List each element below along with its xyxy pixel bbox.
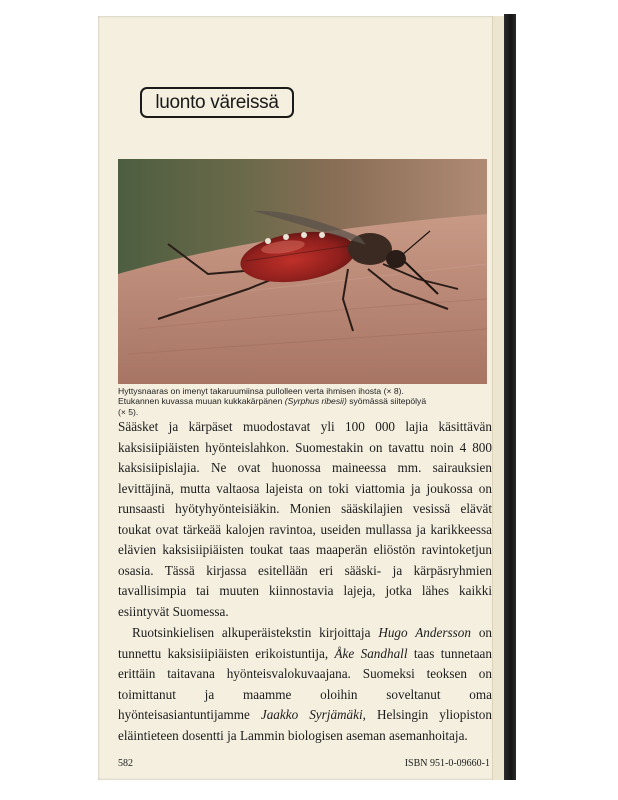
isbn: ISBN 951-0-09660-1 — [404, 758, 490, 769]
caption-text: Etukannen kuvassa muuan kukkakärpänen — [118, 396, 285, 407]
blurb-text — [118, 417, 492, 746]
editor-name: Jaakko Syrjämäki — [260, 707, 363, 722]
photographer-name: Åke Sandhall — [334, 645, 408, 661]
book-spine — [504, 14, 516, 780]
caption-line-2 — [118, 396, 490, 406]
caption-line-1: Hyttysnaaras on imenyt takaruumiinsa pullolleen verta ihmisen ihosta (× 8). — [118, 386, 404, 396]
blurb-paragraph-1: Sääsket ja kärpäset muodostavat yli 100 000 lajia käsittävän kaksisiipiäisten hyönteislahkon. Suomestakin on tavattu noin 4 800 kaksisiipislajia. Ne ovat huonossa maineessa mm. sairauksien levittäjinä, mutta valtaosa lajeista on toki viattomia ja joukossa on runsaasti hyötyhyönteisiäkin. Monien sääskilajien vesissä elävät toukat ovat tärkeää kalojen ravintoa, useiden mullassa ja karikkeessa elävien kaksisiipiäisten toukat taas maaperän eliöstön ravintoketjun osasia. Tässä kirjassa esitellään eri sääski- ja kärpäsryhmien tavallisimpia tai muuten kiinnostavia lajeja, jotka lähes kaikki esiintyvät Suomessa. — [118, 419, 492, 619]
paragraph-text: , Helsingin yliopiston eläintieteen dosentti ja Lammin biologisen aseman asemanhoitaja. — [118, 707, 492, 743]
series-number: 582 — [118, 758, 133, 769]
photo-caption — [118, 386, 490, 417]
mosquito-image — [118, 159, 487, 384]
paragraph-text: taas tunnetaan erittäin taitavana hyönteisvalokuvaajana. Suomeksi teoksen on toimittanut ja maamme oloihin soveltanut oma hyönteisasiantuntijamme — [118, 645, 492, 722]
series-logo: luonto väreissä — [140, 87, 294, 118]
caption-line-3: (× 5). — [118, 406, 139, 417]
caption-text: syömässä siitepölyä — [346, 396, 427, 407]
paragraph-text: on tunnettu kaksisiipiäisten erikoistuntija, — [118, 625, 492, 661]
caption-species: (Syrphus ribesii) — [284, 396, 347, 407]
blurb-paragraph-2 — [118, 623, 492, 746]
author-name: Hugo Andersson — [378, 625, 471, 640]
paragraph-text: Ruotsinkielisen alkuperäistekstin kirjoittaja — [132, 625, 379, 640]
mosquito-photo — [118, 159, 487, 384]
